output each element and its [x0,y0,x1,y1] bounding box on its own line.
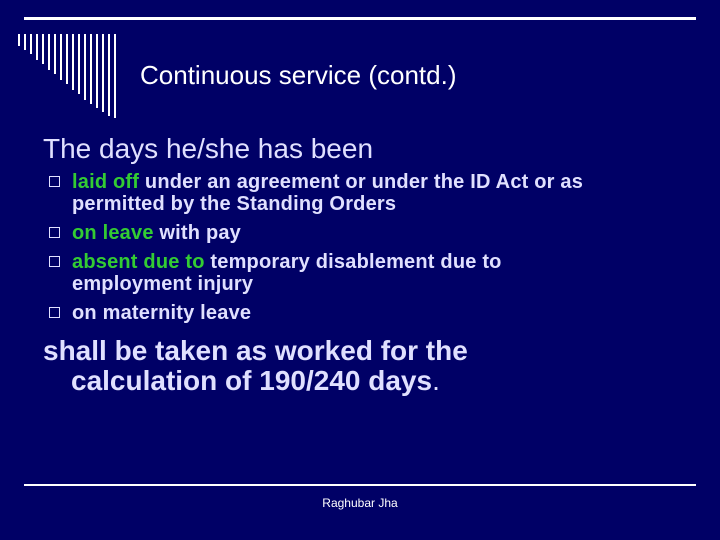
square-bullet-icon [49,227,60,238]
lead-text: The days he/she has been [43,133,374,164]
bullet-text: employment injury [72,273,254,295]
list-item [48,222,708,244]
bullet-text: temporary disablement due to [204,251,502,273]
conclusion-line-1: shall be taken as worked for the [43,335,468,366]
conclusion-period: . [432,365,440,396]
conclusion-line-2 [43,366,468,396]
square-bullet-icon [49,176,60,187]
slide-title: Continuous service (contd.) [140,60,457,90]
conclusion [43,336,468,396]
highlight-text: on leave [72,222,154,244]
bullet-text: on maternity leave [72,302,252,324]
list-item [48,171,708,215]
bullet-text: permitted by the Standing Orders [72,193,397,215]
square-bullet-icon [49,307,60,318]
conclusion-line-2-text: calculation of 190/240 days [71,365,433,396]
bullet-list [48,171,708,331]
list-item [48,302,708,324]
top-rule [24,17,696,20]
list-item [48,251,708,295]
square-bullet-icon [49,256,60,267]
footer-author: Raghubar Jha [322,496,398,510]
highlight-text: laid off [72,171,140,193]
footer-rule [24,484,696,486]
bullet-text: under an agreement or under the ID Act or as [139,171,584,193]
highlight-text: absent due to [72,251,205,273]
bullet-text: with pay [153,222,242,244]
